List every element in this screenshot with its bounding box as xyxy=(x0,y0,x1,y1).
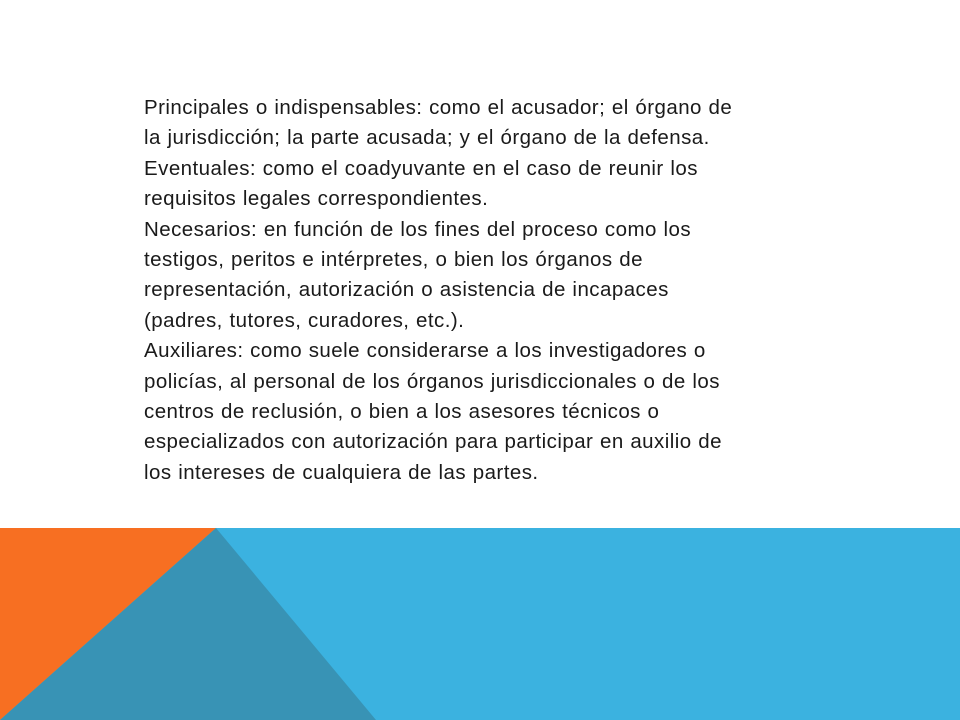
paragraph-principales: Principales o indispensables: como el acusador; el órgano de la jurisdicción; la parte acusada; y el órgano de la defensa. xyxy=(144,96,733,150)
paragraph-necesarios: Necesarios: en función de los fines del proceso como los testigos, peritos e intérpretes, o bien los órganos de representación, autorización o asistencia de incapaces (padres, tutores, curadores, etc.). xyxy=(144,217,692,332)
slide-body-text xyxy=(144,93,744,488)
paragraph-eventuales: Eventuales: como el coadyuvante en el caso de reunir los requisitos legales correspondientes. xyxy=(144,156,698,211)
paragraph-auxiliares: Auxiliares: como suele considerarse a los investigadores o policías, al personal de los órganos jurisdiccionales o de los centros de reclusión, o bien a los asesores técnicos o especializados con autorización para participar en auxilio de los intereses de cualquiera de las partes. xyxy=(144,339,722,484)
